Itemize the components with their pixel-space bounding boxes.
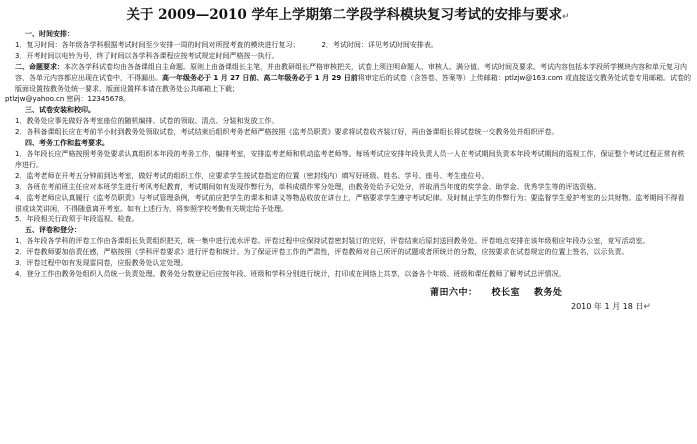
section-3-heading: 三、试卷安装和校印。 <box>25 106 95 115</box>
signature-office-1: 校长室 <box>491 287 521 298</box>
section-4-item-1: 1．各年段长应严格按照考务处要求认真组织本年段的考务工作，编排考室，安排监考老师和机动监考老师等。每场考试应安排年段负责人员一人在考试期间负责本年段考试期间的巡视工作，保证整个考试过程正常有秩序进行。 <box>15 149 685 169</box>
paragraph-mark-icon: ↵ <box>643 301 651 312</box>
section-4-item-3: 3．各班在考前班主任应对本班学生进行考风考纪教育，考试期间如有发现作弊行为，单科成绩作零分处理，由教务处给予记处分，并取消当年度的奖学金、助学金、优秀学生等的评选资格。 <box>15 182 601 191</box>
section-4-item-4: 4．监考老师应认真履行《监考员职责》与考试管理条例，考试前应把学生的课本和讲义等物品收放在讲台上，严格要求学生遵守考试纪律。及时制止学生的作弊行为；要监督学生爱护考室的公共财物。监考期间不得看很或谈笑讲闲，不得随意离开考室。如有上述行为，将参照学校考勤有关规定给予处理。 <box>15 193 685 213</box>
section-1-line-1 <box>5 40 691 51</box>
date-text: 2010 年 1 月 18 日 <box>571 301 644 311</box>
section-4-item-5: 5．年段相关行政须于年段巡视、检查。 <box>15 215 139 224</box>
section-2-deadline: 高一年级务必于 1 月 27 日前、高二年级务必于 1 月 29 日前 <box>162 73 358 82</box>
title-text: 关于 2009—2010 学年上学期第二学段学科模块复习考试的安排与要求 <box>126 7 562 23</box>
paragraph-mark-icon: ↵ <box>562 12 570 22</box>
section-5-item-1: 1．各年段各学科的评卷工作由各课组长负责组织把关，统一集中进行流水评卷。评卷过程中应保持试卷密封装订的完好，评卷结束后原封送回教务处。评卷地点安排在该年级相应年段办公室，竞写活动室。 <box>15 237 650 246</box>
section-1-heading: 一、时间安排： <box>25 30 74 38</box>
section-4-item-2: 2．监考老师在开考五分钟前到达考室，做好考试的组织工作，应要求学生按试卷指定的位置（密封线内）填写好班级、姓名、学号、座号、考生座位号。 <box>15 171 489 180</box>
signature-office-2: 教务处 <box>534 287 563 298</box>
section-2-paragraph <box>5 62 691 95</box>
section-5-heading: 五、评卷和登分： <box>25 226 81 235</box>
section-2-text-c: 将审定后的试卷（含答卷、答案等）上传邮箱：ptlzjw@163.com 或直接送交教务处试卷专用邮箱。试卷的版面设置按教务处统一要求，版面设置样本请在教务处公共邮箱上下载； <box>15 73 691 93</box>
section-1-item-1: 1．复习时间：各年级各学科根据考试时间至少安排一周的时间对所授考查的模块进行复习； <box>15 40 300 49</box>
section-2-heading: 二、命题要求： <box>15 62 64 71</box>
section-5-item-3: 3．评卷过程中如有发现雷同卷，应报教务处认定处理。 <box>15 259 188 268</box>
section-2-text-a: 本次各学科试卷均由各备课组自主命题。原则上由备课组长主笔，并由教研组长严格审核把关，试卷上须注明命题人、审核人、满分值、考试时间及要求。考试内容包括本学段所学模块内容和单元复习内容，各单元内容都应出现在试卷中，不得漏出。 <box>15 62 687 82</box>
section-4-heading: 四、考务工作和监考要求。 <box>25 139 109 148</box>
section-3-item-1: 1．教务处应事先做好各考室座位的随机编排、试卷的领取、清点、分装和发放工作。 <box>15 117 279 126</box>
section-1-item-3: 3．开考时间以电铃为号，终了时间以各学科各课程应按考试规定时间严格按一执行。 <box>15 51 279 60</box>
document-date <box>5 300 691 314</box>
section-5-item-2: 2．评卷教师要加倍责任感，严格按照《学科评卷要求》进行评卷和统计。为了保证评卷工作的严肃性，评卷教师对自己所评的试题或者所统计的分数，应按要求在试卷规定的位置上签名，以示负责。 <box>15 248 629 257</box>
section-1-item-2: 2．考试时间：详见考试时间安排表。 <box>321 40 438 49</box>
signature-line <box>5 286 691 300</box>
section-3-item-2: 2．各科备课组长应在考前半小时到教务处领取试卷，考试结束后组织考务老师严格按照《监考员职责》要求将试卷收齐装订好，再由备课组长将试卷统一交教务处并组织评卷。 <box>15 128 559 137</box>
document-title <box>5 6 691 27</box>
section-5-item-4: 4．登分工作由教务处组织人员统一负责处理。教务处分数登记后应按年段、班级和学科分别进行统计，打印或在网络上共享，以备各个年级、班级和课任教师了解考试总评情况。 <box>15 269 566 278</box>
signature-school: 莆田六中： <box>430 287 478 298</box>
section-2-email-line: ptlzjw@yahoo.cn 密码：12345678。 <box>5 95 131 104</box>
